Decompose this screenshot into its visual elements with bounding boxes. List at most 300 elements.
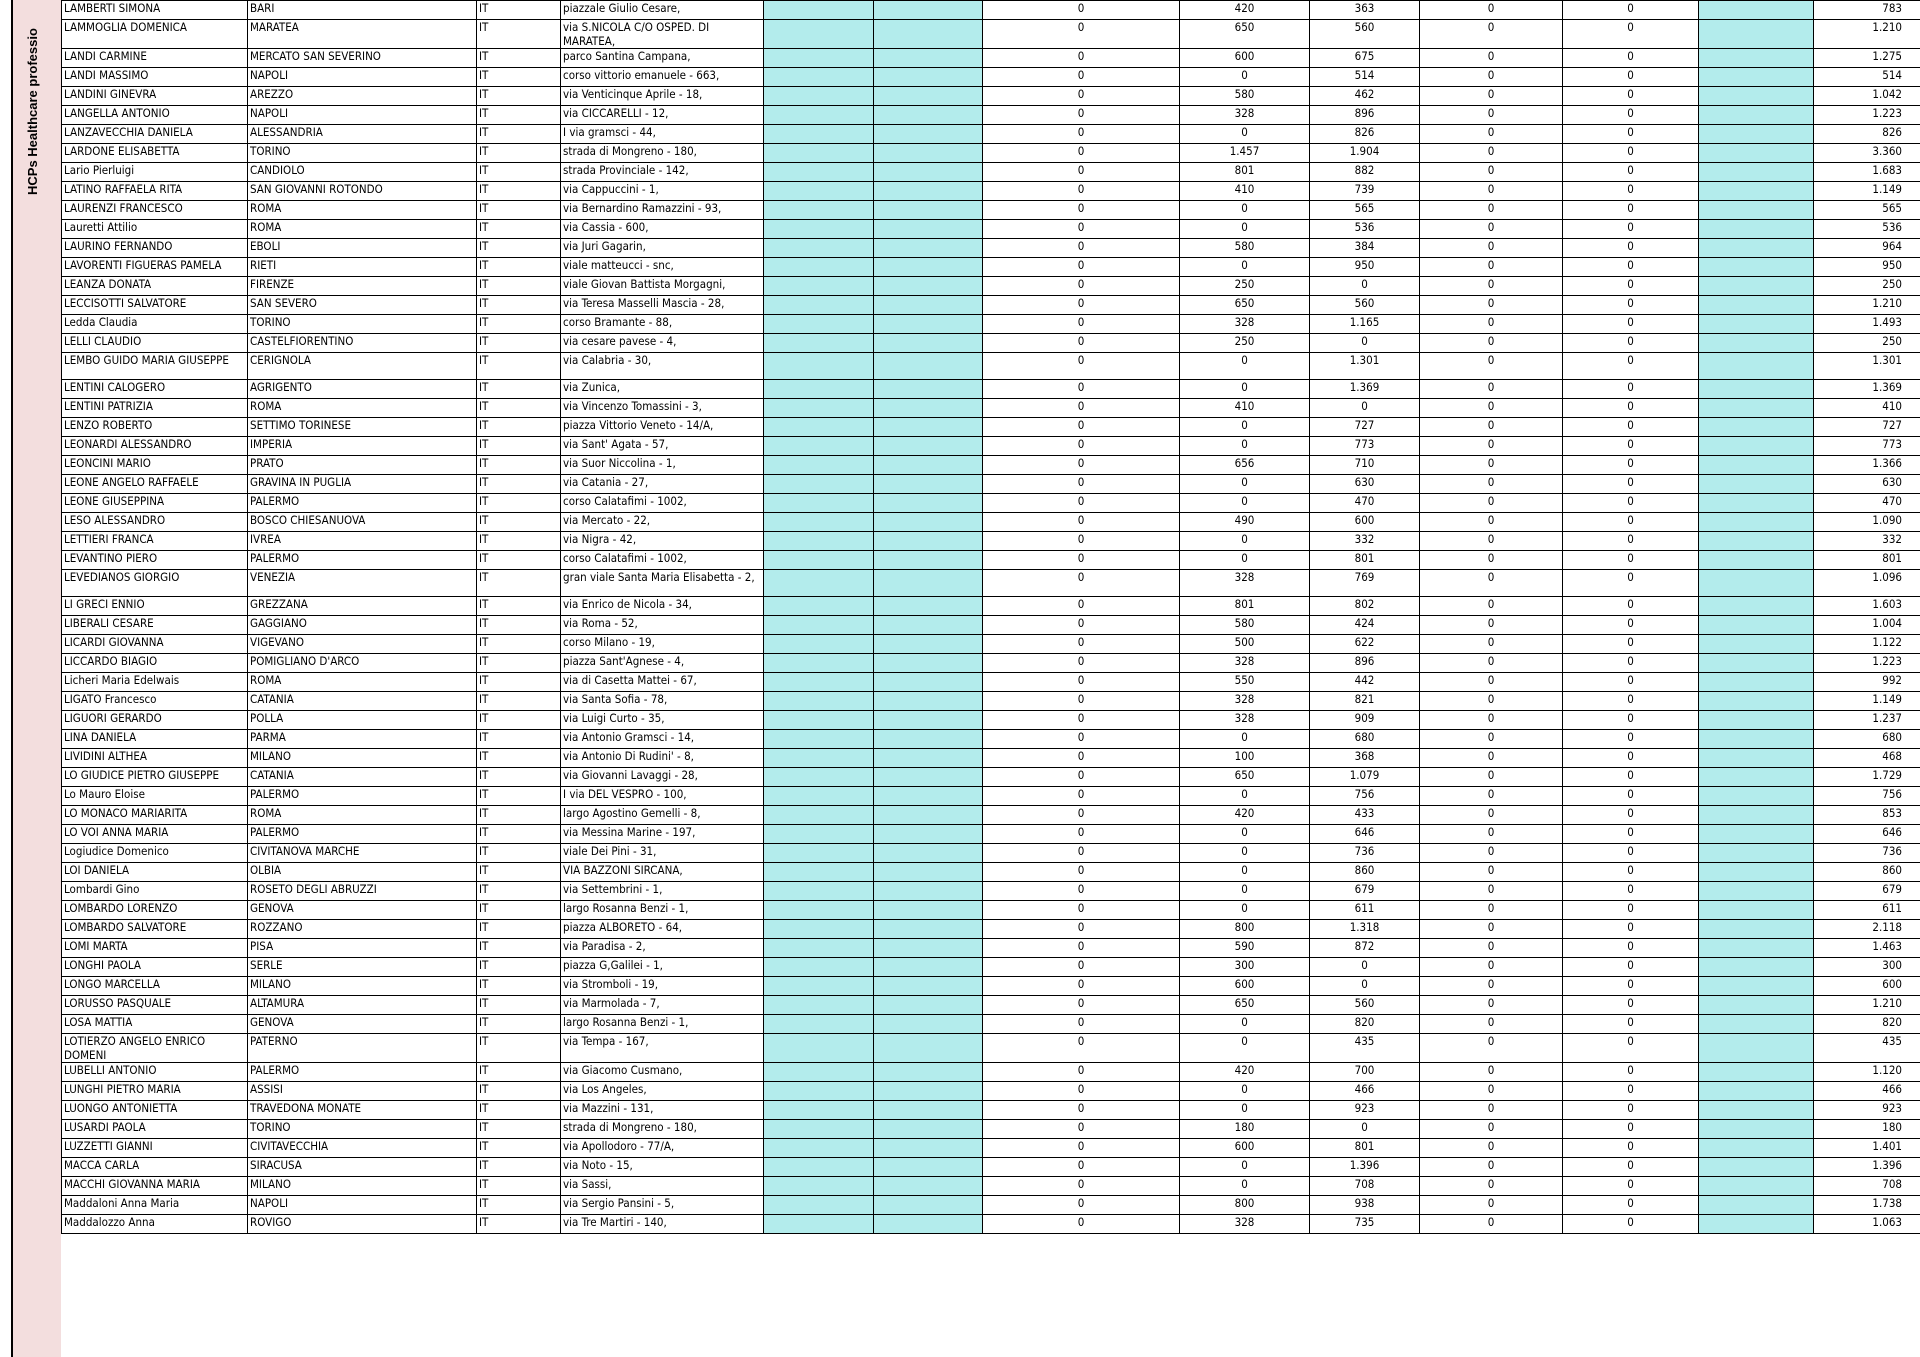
cell-empty-teal [874, 475, 983, 494]
cell-country: IT [477, 399, 561, 418]
cell-value: 0 [1420, 277, 1563, 296]
cell-value: 0 [983, 353, 1180, 380]
cell-address: via Sassi, [561, 1177, 764, 1196]
cell-country: IT [477, 49, 561, 68]
cell-empty-teal [764, 787, 874, 806]
cell-value: 0 [1563, 380, 1699, 399]
cell-value: 801 [1310, 1139, 1420, 1158]
cell-country: IT [477, 1139, 561, 1158]
cell-city: EBOLI [248, 239, 477, 258]
cell-empty-teal [764, 1015, 874, 1034]
cell-total: 435 [1814, 1034, 1920, 1063]
cell-name: Maddalozzo Anna [62, 1215, 248, 1234]
cell-empty-teal [764, 220, 874, 239]
cell-value: 0 [983, 125, 1180, 144]
table-row [62, 570, 1920, 597]
cell-value: 0 [1563, 1063, 1699, 1082]
cell-value: 433 [1310, 806, 1420, 825]
cell-empty-teal [1699, 144, 1814, 163]
table-row [62, 68, 1920, 87]
cell-value: 0 [1563, 49, 1699, 68]
cell-value: 0 [1563, 1215, 1699, 1234]
cell-value: 0 [983, 958, 1180, 977]
cell-empty-teal [764, 201, 874, 220]
cell-value: 0 [1180, 1015, 1310, 1034]
cell-country: IT [477, 1082, 561, 1101]
cell-total: 1.210 [1814, 996, 1920, 1015]
cell-empty-teal [764, 144, 874, 163]
table-row [62, 635, 1920, 654]
cell-empty-teal [1699, 749, 1814, 768]
cell-empty-teal [874, 239, 983, 258]
cell-city: AREZZO [248, 87, 477, 106]
cell-total: 773 [1814, 437, 1920, 456]
cell-total: 1.090 [1814, 513, 1920, 532]
cell-city: TORINO [248, 315, 477, 334]
cell-empty-teal [1699, 616, 1814, 635]
cell-city: ROSETO DEGLI ABRUZZI [248, 882, 477, 901]
cell-country: IT [477, 163, 561, 182]
cell-value: 950 [1310, 258, 1420, 277]
table-row [62, 996, 1920, 1015]
cell-value: 0 [983, 882, 1180, 901]
cell-empty-teal [764, 1034, 874, 1063]
cell-empty-teal [1699, 399, 1814, 418]
cell-value: 0 [983, 1101, 1180, 1120]
cell-address: I via gramsci - 44, [561, 125, 764, 144]
cell-value: 0 [1420, 220, 1563, 239]
cell-empty-teal [874, 1015, 983, 1034]
cell-address: piazza ALBORETO - 64, [561, 920, 764, 939]
table-row [62, 1120, 1920, 1139]
cell-empty-teal [764, 418, 874, 437]
cell-empty-teal [764, 939, 874, 958]
cell-value: 0 [1180, 901, 1310, 920]
cell-value: 708 [1310, 1177, 1420, 1196]
cell-name: LEONCINI MARIO [62, 456, 248, 475]
cell-empty-teal [764, 87, 874, 106]
cell-city: ASSISI [248, 1082, 477, 1101]
cell-name: LESO ALESSANDRO [62, 513, 248, 532]
cell-name: LEVEDIANOS GIORGIO [62, 570, 248, 597]
cell-country: IT [477, 692, 561, 711]
cell-country: IT [477, 315, 561, 334]
cell-country: IT [477, 182, 561, 201]
cell-value: 1.369 [1310, 380, 1420, 399]
cell-empty-teal [764, 844, 874, 863]
cell-country: IT [477, 901, 561, 920]
cell-value: 1.165 [1310, 315, 1420, 334]
cell-value: 368 [1310, 749, 1420, 768]
cell-empty-teal [874, 730, 983, 749]
cell-name: LUNGHI PIETRO MARIA [62, 1082, 248, 1101]
table-row [62, 258, 1920, 277]
cell-value: 0 [1180, 551, 1310, 570]
cell-empty-teal [874, 68, 983, 87]
cell-value: 802 [1310, 597, 1420, 616]
cell-country: IT [477, 635, 561, 654]
cell-address: largo Rosanna Benzi - 1, [561, 1015, 764, 1034]
table-row [62, 768, 1920, 787]
cell-value: 0 [1180, 1082, 1310, 1101]
cell-value: 0 [1420, 1158, 1563, 1177]
cell-name: LO VOI ANNA MARIA [62, 825, 248, 844]
cell-value: 0 [1563, 1015, 1699, 1034]
cell-value: 0 [983, 768, 1180, 787]
cell-country: IT [477, 749, 561, 768]
table-row [62, 125, 1920, 144]
cell-country: IT [477, 456, 561, 475]
cell-value: 0 [1563, 901, 1699, 920]
cell-value: 0 [983, 106, 1180, 125]
cell-country: IT [477, 513, 561, 532]
cell-value: 0 [1180, 1101, 1310, 1120]
cell-address: viale Dei Pini - 31, [561, 844, 764, 863]
cell-value: 769 [1310, 570, 1420, 597]
cell-city: PALERMO [248, 787, 477, 806]
cell-value: 490 [1180, 513, 1310, 532]
cell-value: 0 [1563, 749, 1699, 768]
cell-value: 410 [1180, 399, 1310, 418]
cell-empty-teal [1699, 315, 1814, 334]
cell-value: 1.079 [1310, 768, 1420, 787]
table-row [62, 920, 1920, 939]
cell-value: 0 [983, 87, 1180, 106]
table-row [62, 749, 1920, 768]
cell-value: 0 [1180, 532, 1310, 551]
cell-empty-teal [764, 597, 874, 616]
table-row [62, 163, 1920, 182]
cell-value: 1.301 [1310, 353, 1420, 380]
cell-value: 332 [1310, 532, 1420, 551]
cell-value: 384 [1310, 239, 1420, 258]
cell-empty-teal [764, 1196, 874, 1215]
cell-value: 0 [1563, 692, 1699, 711]
cell-value: 0 [1420, 353, 1563, 380]
table-row [62, 654, 1920, 673]
cell-value: 420 [1180, 806, 1310, 825]
cell-city: TRAVEDONA MONATE [248, 1101, 477, 1120]
table-row [62, 1063, 1920, 1082]
cell-empty-teal [764, 1, 874, 20]
cell-empty-teal [1699, 68, 1814, 87]
cell-address: via Sant' Agata - 57, [561, 437, 764, 456]
cell-empty-teal [874, 258, 983, 277]
cell-empty-teal [874, 692, 983, 711]
cell-value: 250 [1180, 334, 1310, 353]
cell-name: LAMMOGLIA DOMENICA [62, 20, 248, 49]
cell-name: LEONE GIUSEPPINA [62, 494, 248, 513]
cell-value: 896 [1310, 654, 1420, 673]
cell-value: 0 [1563, 334, 1699, 353]
cell-empty-teal [874, 1177, 983, 1196]
cell-address: via Nigra - 42, [561, 532, 764, 551]
cell-address: via Messina Marine - 197, [561, 825, 764, 844]
cell-value: 0 [1420, 49, 1563, 68]
cell-empty-teal [874, 201, 983, 220]
cell-address: strada di Mongreno - 180, [561, 144, 764, 163]
cell-empty-teal [1699, 570, 1814, 597]
cell-value: 630 [1310, 475, 1420, 494]
cell-value: 800 [1180, 920, 1310, 939]
cell-city: ROMA [248, 201, 477, 220]
cell-empty-teal [874, 1196, 983, 1215]
cell-country: IT [477, 20, 561, 49]
hcp-table [61, 0, 1920, 1234]
cell-city: CANDIOLO [248, 163, 477, 182]
cell-value: 0 [1420, 977, 1563, 996]
table-row [62, 901, 1920, 920]
cell-total: 820 [1814, 1015, 1920, 1034]
cell-country: IT [477, 920, 561, 939]
cell-value: 328 [1180, 692, 1310, 711]
cell-value: 0 [1180, 1158, 1310, 1177]
cell-value: 0 [1563, 163, 1699, 182]
cell-value: 0 [983, 418, 1180, 437]
cell-value: 0 [1420, 1215, 1563, 1234]
cell-empty-teal [1699, 1196, 1814, 1215]
cell-value: 0 [1420, 437, 1563, 456]
cell-address: via Santa Sofia - 78, [561, 692, 764, 711]
cell-value: 0 [983, 654, 1180, 673]
cell-value: 646 [1310, 825, 1420, 844]
cell-value: 0 [1420, 418, 1563, 437]
cell-empty-teal [764, 334, 874, 353]
cell-value: 328 [1180, 654, 1310, 673]
cell-empty-teal [1699, 673, 1814, 692]
cell-total: 1.683 [1814, 163, 1920, 182]
table-row [62, 201, 1920, 220]
cell-value: 0 [1420, 532, 1563, 551]
table-row [62, 380, 1920, 399]
cell-empty-teal [764, 673, 874, 692]
table-row [62, 1101, 1920, 1120]
cell-empty-teal [1699, 201, 1814, 220]
cell-value: 0 [983, 1063, 1180, 1082]
cell-empty-teal [764, 125, 874, 144]
cell-value: 0 [1563, 863, 1699, 882]
cell-country: IT [477, 1063, 561, 1082]
section-strip [11, 0, 61, 1357]
cell-value: 0 [1563, 977, 1699, 996]
cell-value: 0 [1420, 106, 1563, 125]
cell-value: 0 [1180, 68, 1310, 87]
cell-empty-teal [874, 1034, 983, 1063]
cell-address: corso Calatafimi - 1002, [561, 551, 764, 570]
table-row [62, 315, 1920, 334]
cell-value: 100 [1180, 749, 1310, 768]
cell-empty-teal [1699, 182, 1814, 201]
cell-value: 180 [1180, 1120, 1310, 1139]
cell-address: via Zunica, [561, 380, 764, 399]
cell-value: 0 [983, 220, 1180, 239]
table-row [62, 532, 1920, 551]
cell-address: piazza Vittorio Veneto - 14/A, [561, 418, 764, 437]
cell-value: 0 [1180, 787, 1310, 806]
cell-name: LENTINI CALOGERO [62, 380, 248, 399]
table-row [62, 456, 1920, 475]
cell-value: 0 [1420, 1196, 1563, 1215]
table-row [62, 513, 1920, 532]
cell-value: 0 [1420, 673, 1563, 692]
cell-value: 0 [1563, 711, 1699, 730]
cell-value: 0 [983, 68, 1180, 87]
cell-empty-teal [874, 882, 983, 901]
cell-value: 1.318 [1310, 920, 1420, 939]
cell-value: 0 [983, 334, 1180, 353]
cell-empty-teal [1699, 901, 1814, 920]
cell-value: 0 [983, 692, 1180, 711]
cell-address: viale Giovan Battista Morgagni, [561, 277, 764, 296]
cell-city: SERLE [248, 958, 477, 977]
cell-address: strada di Mongreno - 180, [561, 1120, 764, 1139]
cell-city: CIVITAVECCHIA [248, 1139, 477, 1158]
cell-value: 0 [1180, 437, 1310, 456]
cell-value: 0 [983, 494, 1180, 513]
cell-total: 2.118 [1814, 920, 1920, 939]
cell-empty-teal [764, 711, 874, 730]
cell-empty-teal [764, 901, 874, 920]
cell-empty-teal [874, 635, 983, 654]
cell-value: 0 [1420, 182, 1563, 201]
cell-empty-teal [1699, 787, 1814, 806]
cell-country: IT [477, 437, 561, 456]
cell-value: 0 [1420, 456, 1563, 475]
cell-value: 0 [983, 673, 1180, 692]
table-row [62, 597, 1920, 616]
cell-value: 0 [1563, 1, 1699, 20]
cell-empty-teal [1699, 1034, 1814, 1063]
cell-value: 0 [1420, 692, 1563, 711]
cell-country: IT [477, 570, 561, 597]
cell-address: via Tempa - 167, [561, 1034, 764, 1063]
cell-value: 0 [1563, 730, 1699, 749]
cell-name: LAMBERTI SIMONA [62, 1, 248, 20]
cell-empty-teal [764, 863, 874, 882]
cell-value: 560 [1310, 996, 1420, 1015]
cell-value: 0 [983, 920, 1180, 939]
cell-value: 700 [1310, 1063, 1420, 1082]
cell-value: 600 [1180, 977, 1310, 996]
cell-name: LAURINO FERNANDO [62, 239, 248, 258]
cell-name: LOMBARDO SALVATORE [62, 920, 248, 939]
cell-empty-teal [874, 1120, 983, 1139]
cell-value: 0 [1310, 1120, 1420, 1139]
cell-empty-teal [874, 437, 983, 456]
cell-empty-teal [764, 399, 874, 418]
cell-name: LOMBARDO LORENZO [62, 901, 248, 920]
cell-value: 0 [1563, 806, 1699, 825]
cell-total: 727 [1814, 418, 1920, 437]
cell-address: corso vittorio emanuele - 663, [561, 68, 764, 87]
cell-value: 600 [1310, 513, 1420, 532]
cell-total: 853 [1814, 806, 1920, 825]
cell-total: 468 [1814, 749, 1920, 768]
cell-total: 250 [1814, 277, 1920, 296]
cell-empty-teal [1699, 353, 1814, 380]
cell-address: parco Santina Campana, [561, 49, 764, 68]
cell-empty-teal [1699, 863, 1814, 882]
cell-empty-teal [1699, 1015, 1814, 1034]
cell-value: 0 [1420, 635, 1563, 654]
cell-name: LO MONACO MARIARITA [62, 806, 248, 825]
cell-value: 0 [1420, 1034, 1563, 1063]
cell-value: 0 [983, 635, 1180, 654]
cell-country: IT [477, 201, 561, 220]
cell-empty-teal [1699, 49, 1814, 68]
cell-value: 0 [1420, 730, 1563, 749]
cell-value: 0 [1420, 494, 1563, 513]
cell-address: corso Milano - 19, [561, 635, 764, 654]
cell-value: 0 [1310, 399, 1420, 418]
cell-value: 420 [1180, 1063, 1310, 1082]
cell-value: 410 [1180, 182, 1310, 201]
cell-value: 600 [1180, 49, 1310, 68]
cell-empty-teal [764, 258, 874, 277]
cell-address: largo Agostino Gemelli - 8, [561, 806, 764, 825]
cell-country: IT [477, 882, 561, 901]
cell-value: 0 [983, 258, 1180, 277]
cell-total: 1.738 [1814, 1196, 1920, 1215]
cell-value: 0 [1420, 296, 1563, 315]
cell-empty-teal [874, 768, 983, 787]
cell-value: 0 [1180, 353, 1310, 380]
cell-name: LANDI CARMINE [62, 49, 248, 68]
cell-empty-teal [1699, 163, 1814, 182]
cell-address: via Vincenzo Tomassini - 3, [561, 399, 764, 418]
table-row [62, 1139, 1920, 1158]
cell-value: 0 [1420, 996, 1563, 1015]
cell-city: GENOVA [248, 901, 477, 920]
cell-value: 0 [1180, 258, 1310, 277]
cell-value: 462 [1310, 87, 1420, 106]
cell-total: 1.004 [1814, 616, 1920, 635]
cell-name: MACCA CARLA [62, 1158, 248, 1177]
cell-value: 0 [1563, 513, 1699, 532]
cell-address: corso Calatafimi - 1002, [561, 494, 764, 513]
cell-value: 0 [1420, 239, 1563, 258]
cell-empty-teal [1699, 380, 1814, 399]
cell-empty-teal [1699, 125, 1814, 144]
cell-country: IT [477, 825, 561, 844]
cell-value: 0 [1180, 380, 1310, 399]
cell-value: 0 [983, 1158, 1180, 1177]
cell-city: PRATO [248, 456, 477, 475]
cell-value: 736 [1310, 844, 1420, 863]
cell-empty-teal [764, 958, 874, 977]
cell-name: LUSARDI PAOLA [62, 1120, 248, 1139]
cell-address: largo Rosanna Benzi - 1, [561, 901, 764, 920]
cell-value: 560 [1310, 20, 1420, 49]
cell-empty-teal [874, 806, 983, 825]
cell-empty-teal [764, 494, 874, 513]
cell-total: 801 [1814, 551, 1920, 570]
cell-value: 0 [983, 380, 1180, 399]
cell-empty-teal [764, 749, 874, 768]
cell-total: 708 [1814, 1177, 1920, 1196]
cell-total: 1.149 [1814, 182, 1920, 201]
cell-empty-teal [764, 570, 874, 597]
cell-empty-teal [874, 418, 983, 437]
cell-country: IT [477, 654, 561, 673]
cell-empty-teal [1699, 551, 1814, 570]
table-row [62, 863, 1920, 882]
cell-value: 1.904 [1310, 144, 1420, 163]
table-row [62, 353, 1920, 380]
cell-empty-teal [874, 144, 983, 163]
cell-empty-teal [874, 863, 983, 882]
cell-value: 801 [1310, 551, 1420, 570]
